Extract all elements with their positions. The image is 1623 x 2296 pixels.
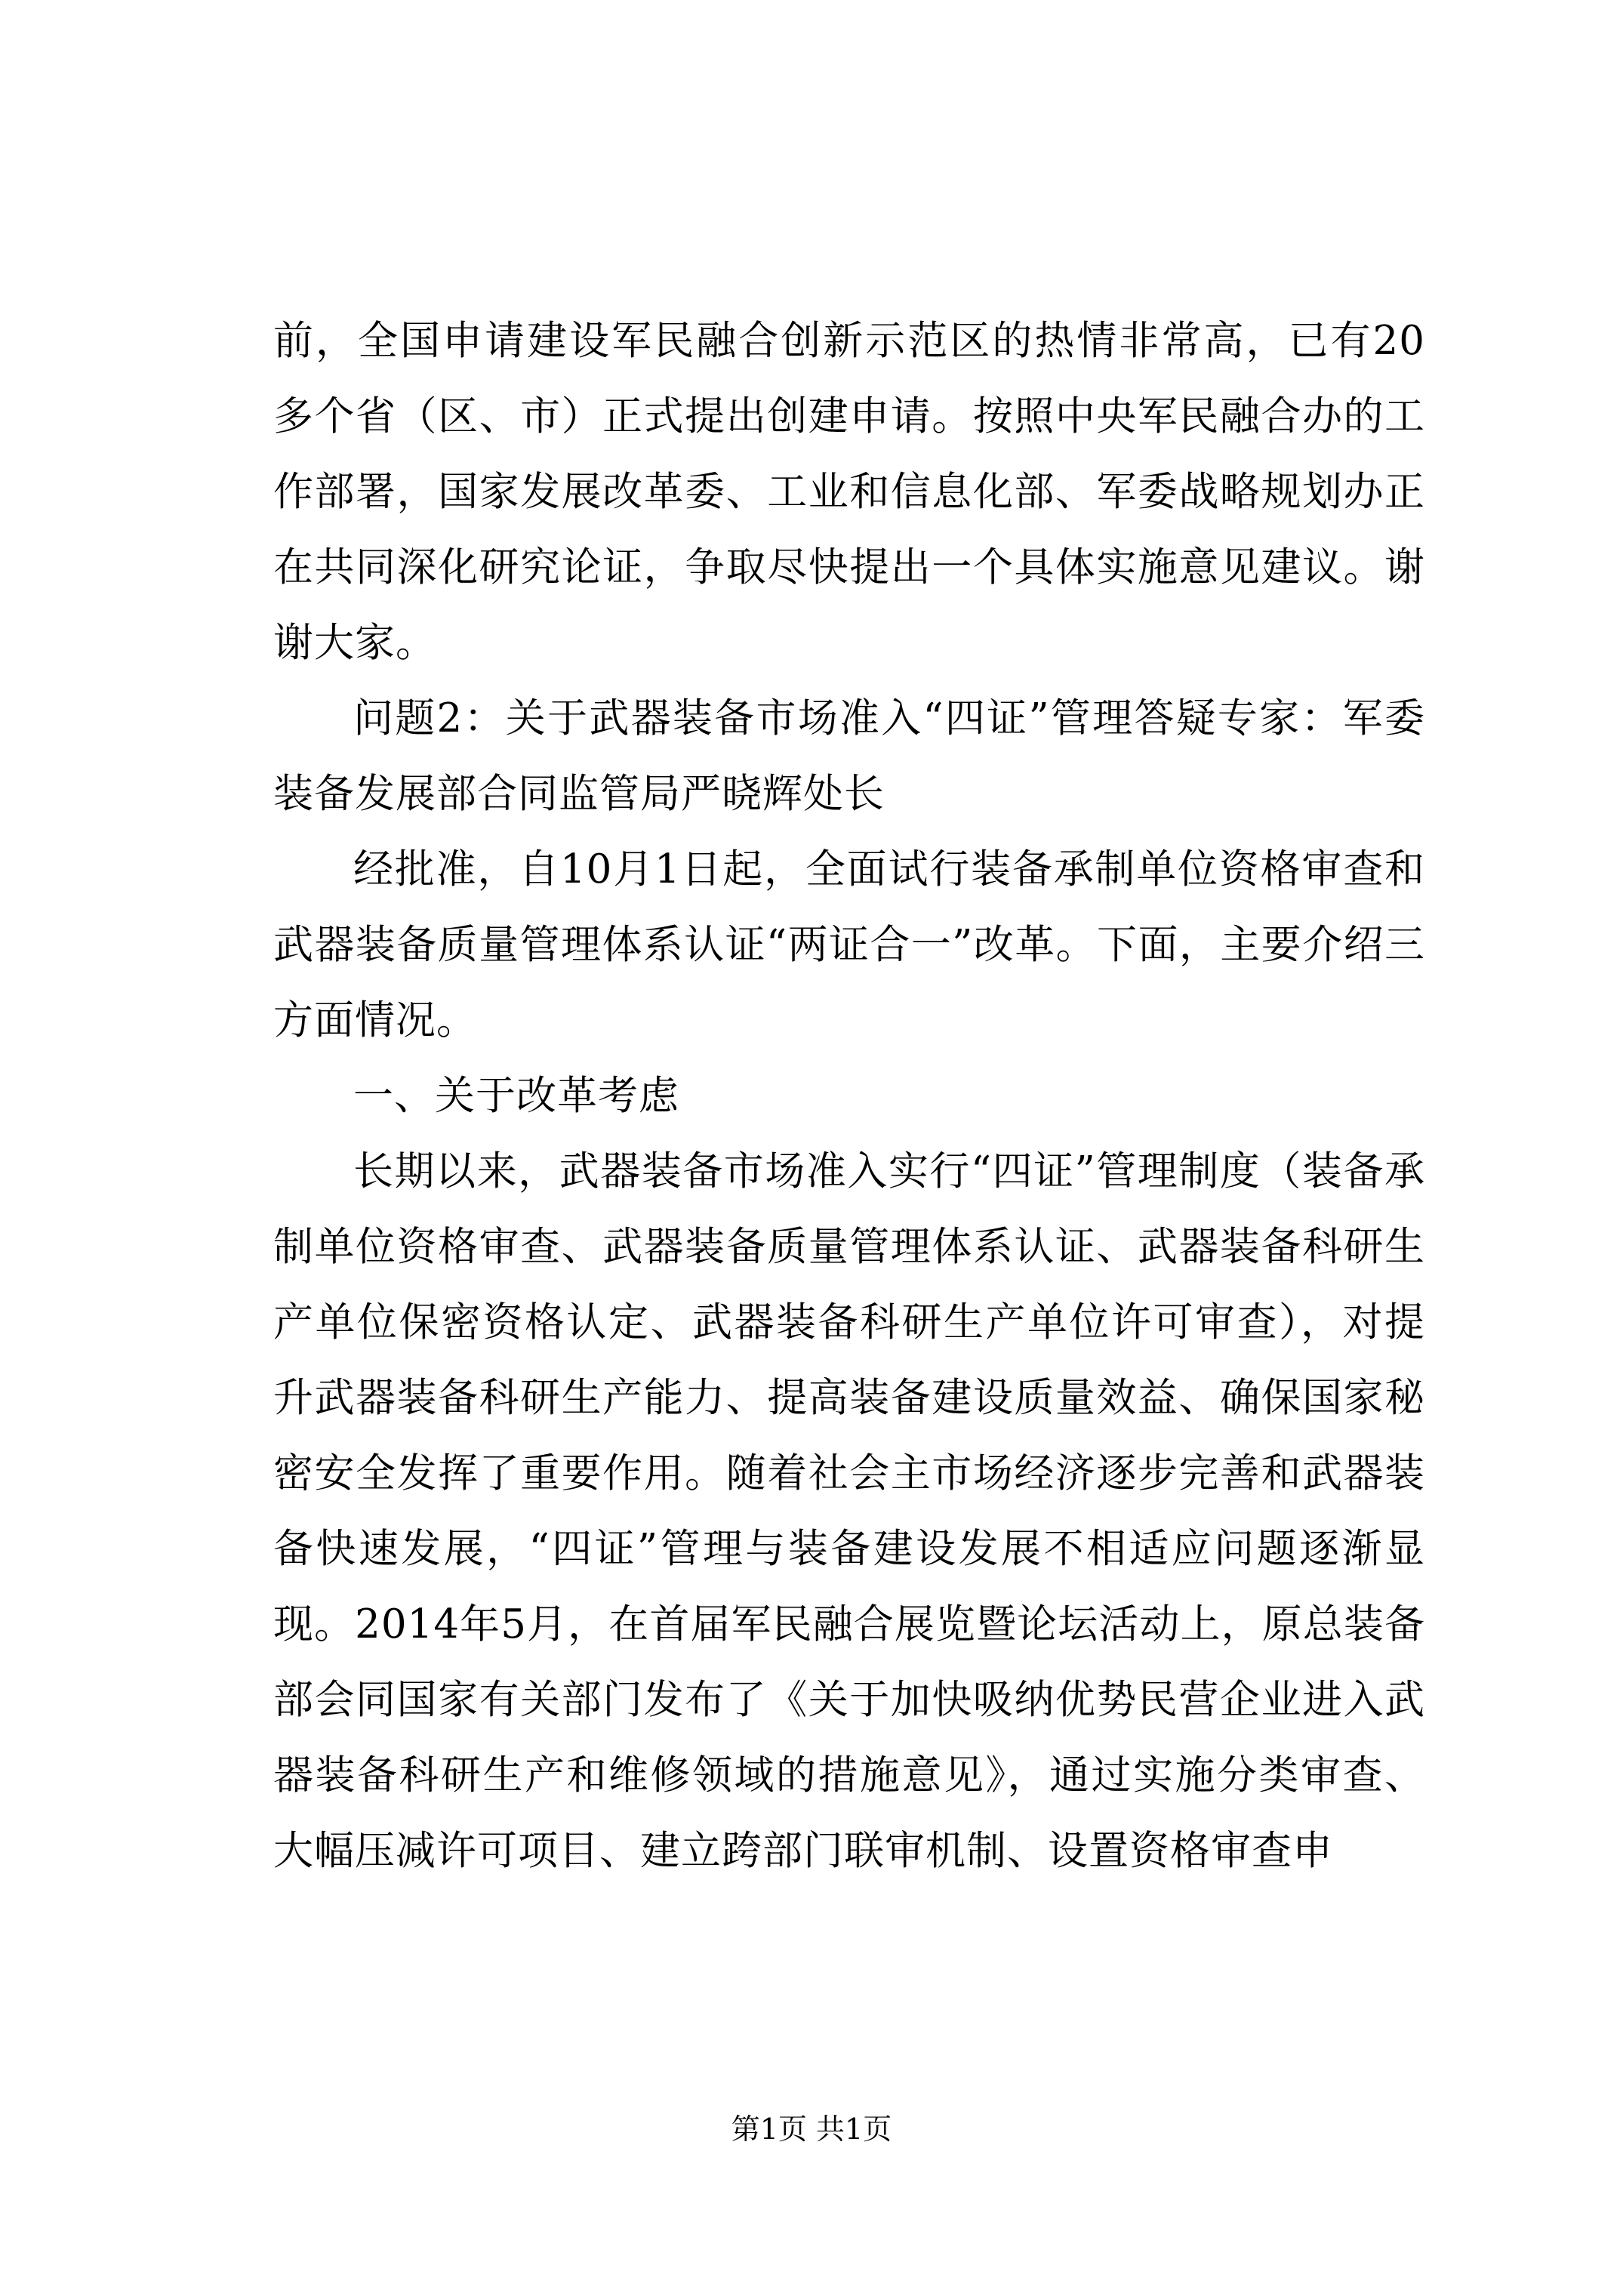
paragraph-3: 经批准，自10月1日起，全面试行装备承制单位资格审查和武器装备质量管理体系认证“两证合一”改革。下面，主要介绍三方面情况。 xyxy=(273,846,1425,1043)
section-heading: 一、关于改革考虑 xyxy=(353,1073,679,1119)
page-footer: 第1页 共1页 xyxy=(731,2113,892,2146)
paragraph-5: 长期以来，武器装备市场准入实行“四证”管理制度（装备承制单位资格审查、武器装备质量管理体系认证、武器装备科研生产单位保密资格认定、武器装备科研生产单位许可审查），对提升武器装备科研生产能力、提高装备建设质量效益、确保国家秘密安全发挥了重要作用。随着社会主市场经济逐步完善和武器装备快速发展，“四证”管理与装备建设发展不相适应问题逐渐显现。2014年5月，在首届军民融合展览暨论坛活动上，原总装备部会同国家有关部门发布了《关于加快吸纳优势民营企业进入武器装备科研生产和维修领域的措施意见》，通过实施分类审查、大幅压减许可项目、建立跨部门联审机制、设置资格审查申 xyxy=(273,1148,1425,1874)
paragraph-2: 问题2：关于武器装备市场准入“四证”管理答疑专家：军委装备发展部合同监管局严晓辉处长 xyxy=(273,695,1425,817)
paragraph-1: 前，全国申请建设军民融合创新示范区的热情非常高，已有20多个省（区、市）正式提出创建申请。按照中央军民融合办的工作部署，国家发展改革委、工业和信息化部、军委战略规划办正在共同深化研究论证，争取尽快提出一个具体实施意见建议。谢谢大家。 xyxy=(273,318,1425,666)
document-body xyxy=(273,304,1425,1889)
